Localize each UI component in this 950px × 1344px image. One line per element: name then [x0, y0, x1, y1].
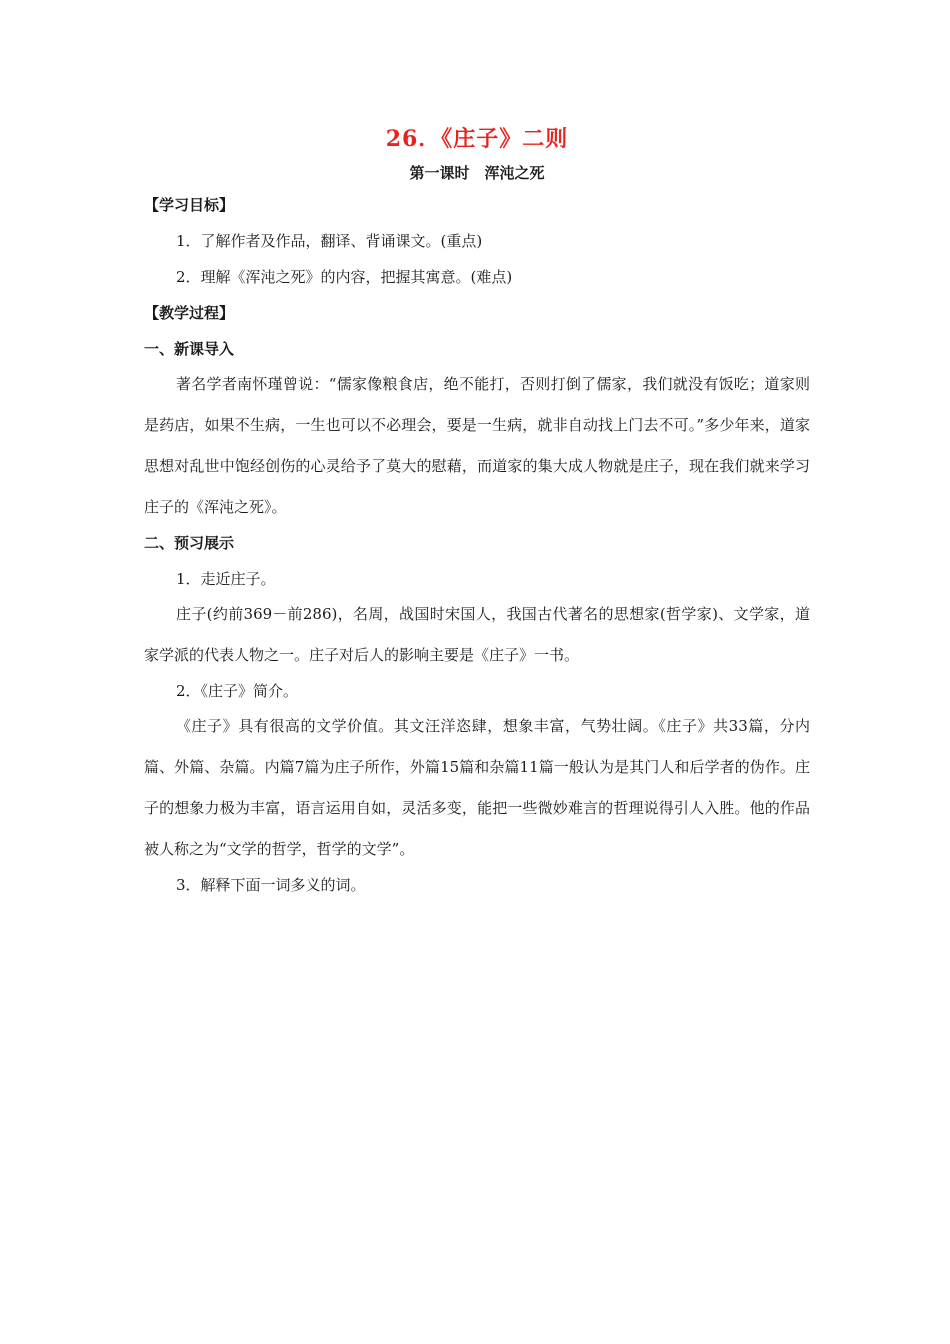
preview-item-2: 2．《庄子》简介。	[176, 682, 299, 700]
zhuangzi-bio-paragraph: 庄子(约前369－前286)，名周，战国时宋国人，我国古代著名的思想家(哲学家)、文学家，道家学派的代表人物之一。庄子对后人的影响主要是《庄子》一书。	[144, 605, 810, 664]
preview-item-1: 1．走近庄子。	[176, 570, 276, 588]
section-preview-heading: 二、预习展示	[144, 534, 235, 552]
page-title: 26．《庄子》二则	[385, 126, 569, 152]
process-heading: 【教学过程】	[144, 304, 235, 322]
objective-item-2: 2．理解《浑沌之死》的内容，把握其寓意。(难点)	[176, 268, 513, 286]
page-subtitle: 第一课时 浑沌之死	[409, 164, 545, 182]
objectives-heading: 【学习目标】	[144, 196, 235, 214]
objective-item-1: 1．了解作者及作品，翻译、背诵课文。(重点)	[176, 232, 483, 250]
zhuangzi-book-paragraph: 《庄子》具有很高的文学价值。其文汪洋恣肆，想象丰富，气势壮阔。《庄子》共33篇，分内篇、外篇、杂篇。内篇7篇为庄子所作，外篇15篇和杂篇11篇一般认为是其门人和后学者的伪作。庄子的想象力极为丰富，语言运用自如，灵活多变，能把一些微妙难言的哲理说得引人入胜。他的作品被人称之为“文学的哲学，哲学的文学”。	[144, 717, 810, 858]
section-new-lesson-heading: 一、新课导入	[144, 340, 235, 358]
intro-paragraph: 著名学者南怀瑾曾说：“儒家像粮食店，绝不能打，否则打倒了儒家，我们就没有饭吃；道家则是药店，如果不生病，一生也可以不必理会，要是一生病，就非自动找上门去不可。”多少年来，道家思想对乱世中饱经创伤的心灵给予了莫大的慰藉，而道家的集大成人物就是庄子，现在我们就来学习庄子的《浑沌之死》。	[144, 375, 810, 516]
content-body	[144, 194, 810, 896]
preview-item-3: 3．解释下面一词多义的词。	[176, 876, 366, 894]
